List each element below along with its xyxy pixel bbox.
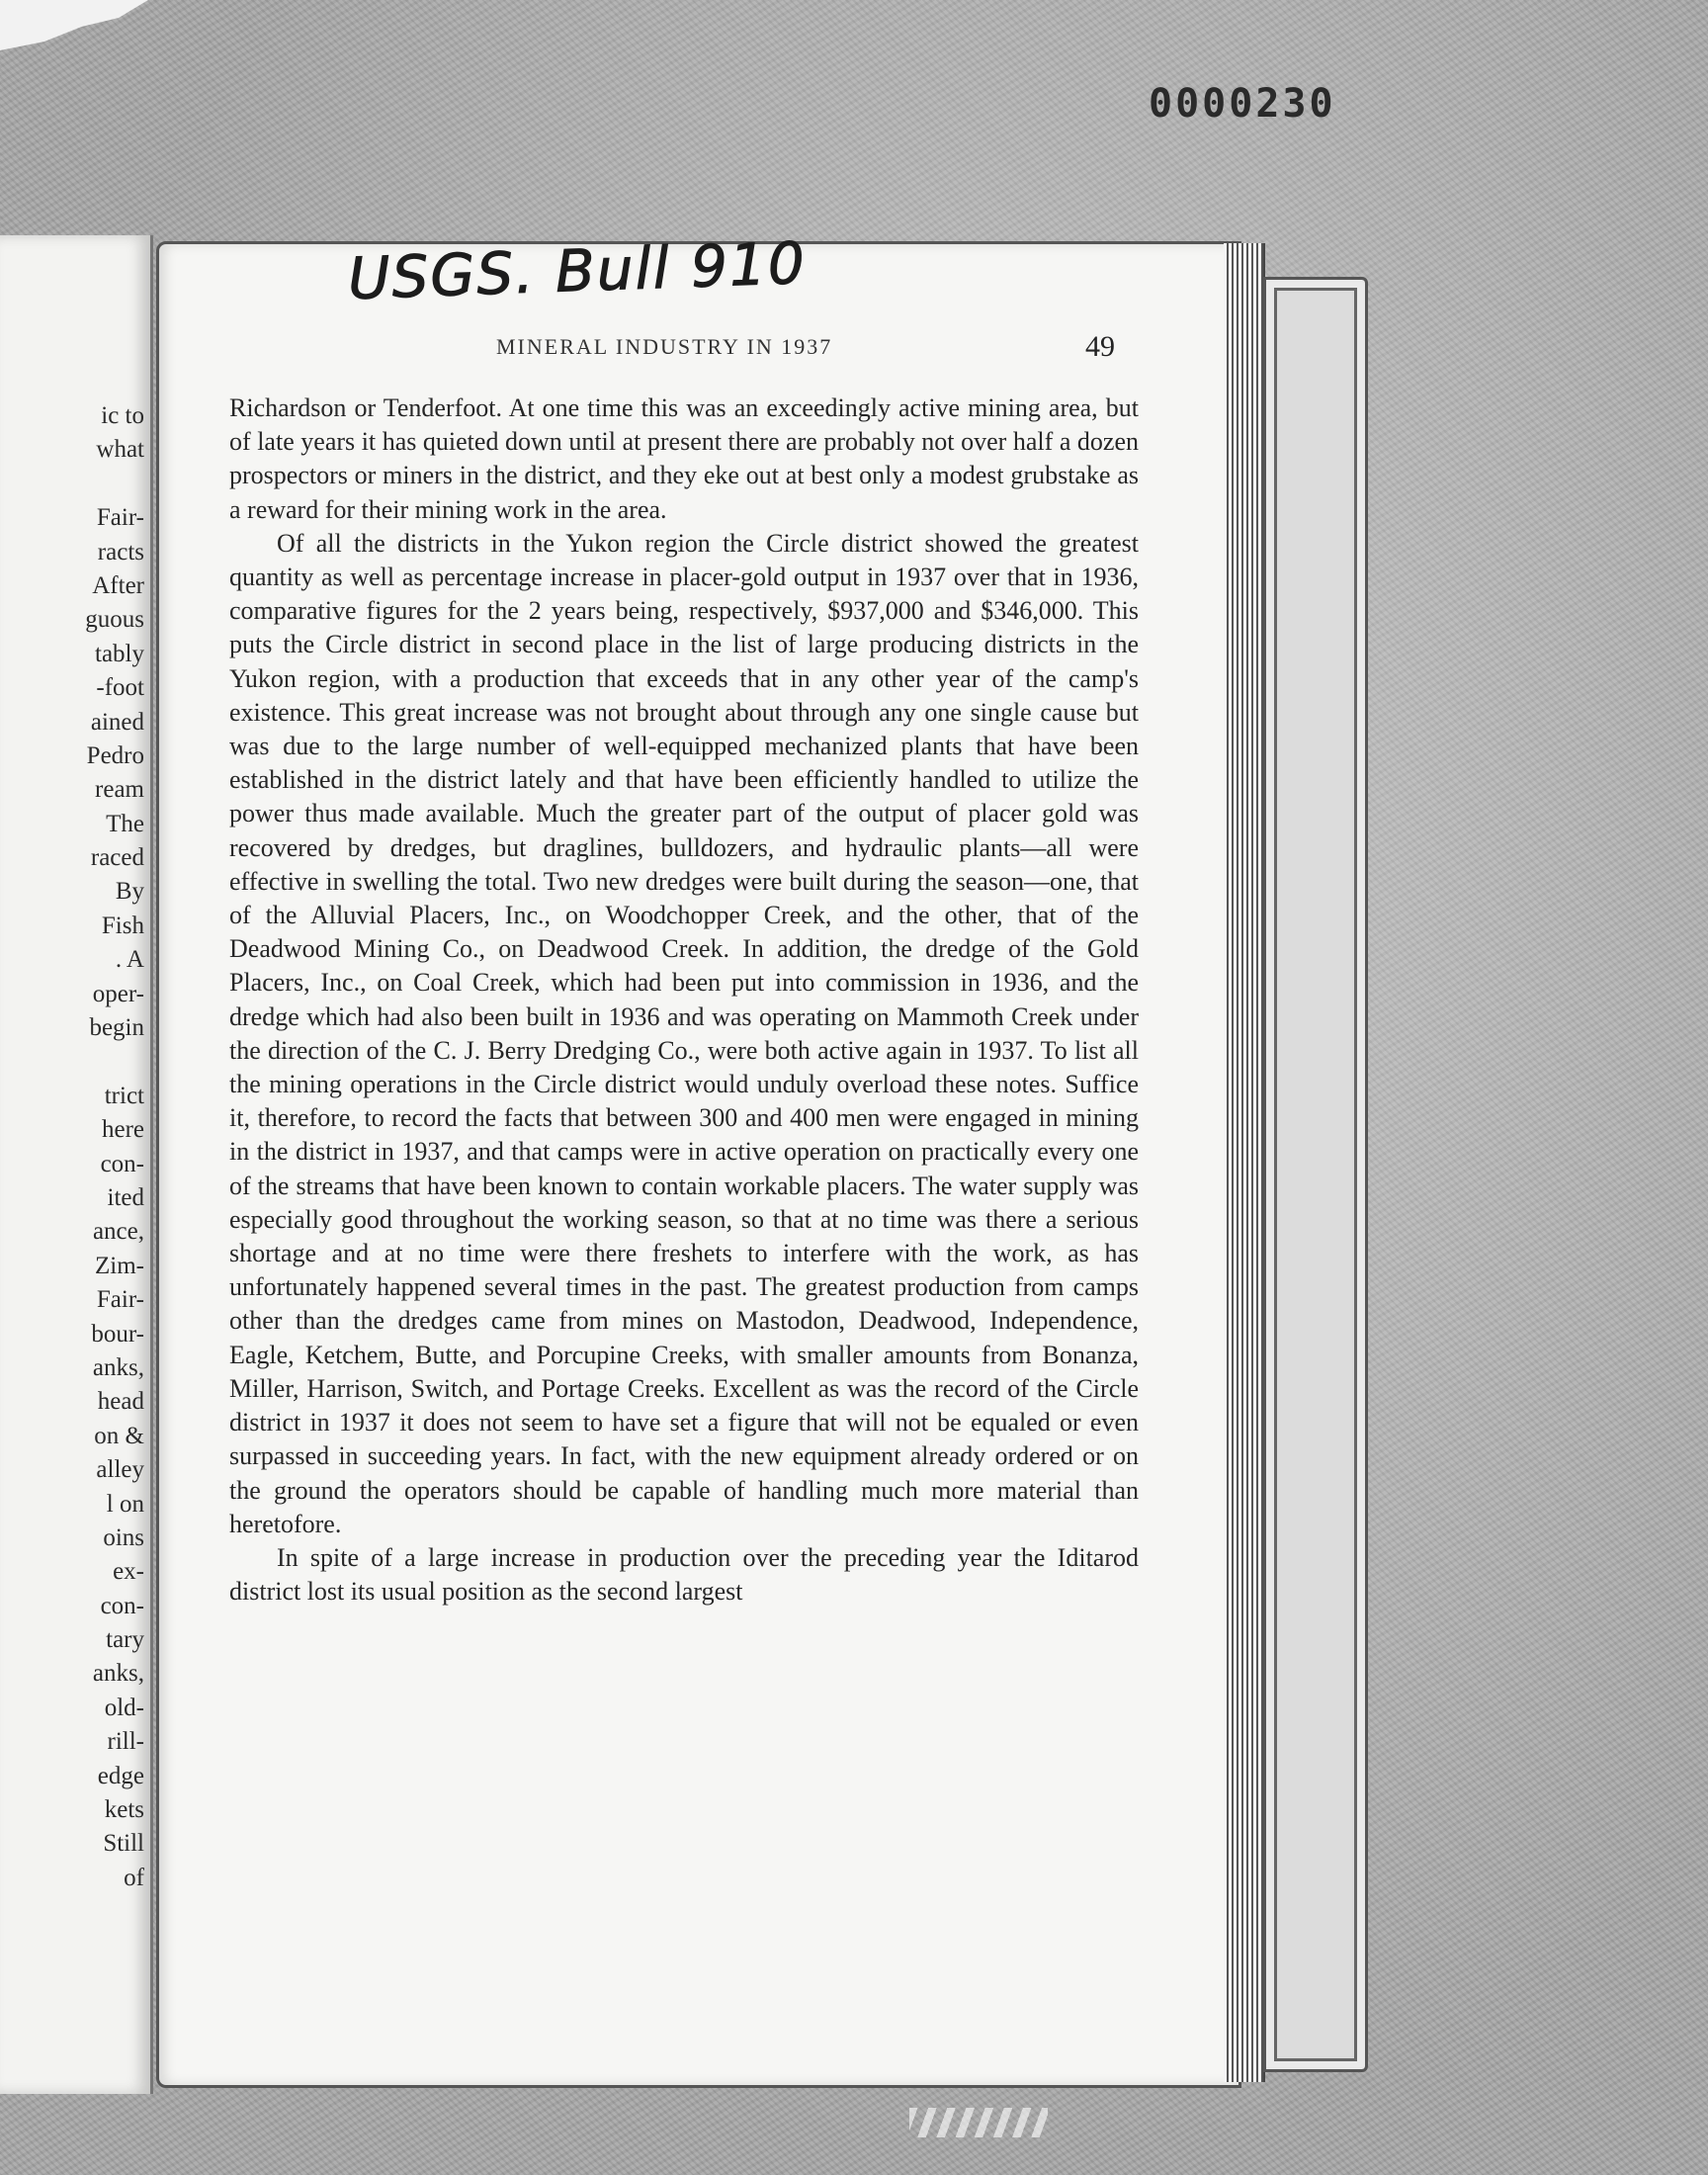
left-page-fragment: bour- bbox=[91, 1320, 144, 1348]
scan-number: 0000230 bbox=[1149, 81, 1336, 127]
left-page-fragment: . A bbox=[115, 946, 144, 974]
left-page-fragment: con- bbox=[100, 1592, 144, 1619]
left-page-fragment: Pedro bbox=[86, 741, 144, 769]
page-number: 49 bbox=[1085, 330, 1115, 363]
left-page-fragment: -foot bbox=[96, 674, 144, 702]
left-page-fragment: ance, bbox=[92, 1218, 144, 1246]
left-page-fragment: con- bbox=[100, 1150, 144, 1177]
left-page-fragment: ained bbox=[90, 708, 144, 736]
left-page-fragment: l on bbox=[106, 1490, 144, 1518]
running-head: MINERAL INDUSTRY IN 1937 bbox=[496, 334, 833, 359]
left-page-fragment: ream bbox=[95, 776, 144, 804]
left-page-fragment: what bbox=[96, 436, 144, 464]
page-block-edges bbox=[1224, 243, 1265, 2082]
left-page-fragment: By bbox=[115, 878, 144, 906]
left-page-fragment: tably bbox=[95, 640, 144, 667]
paragraph: Richardson or Tenderfoot. At one time this was an exceedingly active mining area, but of late years it has quieted down until at present there are probably not over half a dozen prospectors or miners in the district, and they eke out at best only a modest grubstake as a reward for their mining work in the area. bbox=[229, 393, 1139, 524]
left-page-fragment: on & bbox=[94, 1422, 144, 1449]
left-page-fragment: Zim- bbox=[95, 1252, 144, 1279]
left-page-fragment: anks, bbox=[92, 1353, 144, 1381]
left-page-text-fragments bbox=[0, 399, 144, 1895]
left-page-fragment: oins bbox=[103, 1523, 144, 1551]
left-page-fragment: edge bbox=[97, 1762, 144, 1789]
left-page-fragment: of bbox=[124, 1864, 144, 1891]
left-facing-page bbox=[0, 235, 153, 2094]
paragraph: In spite of a large increase in production over the preceding year the Iditarod district lost its usual position as the second largest bbox=[229, 1542, 1139, 1607]
handwritten-annotation: USGS. Bull 910 bbox=[346, 228, 808, 313]
left-page-fragment: racts bbox=[97, 538, 144, 566]
left-page-fragment: ited bbox=[107, 1183, 144, 1211]
book-cover-edge bbox=[1263, 277, 1368, 2072]
left-page-fragment: alley bbox=[96, 1456, 144, 1484]
left-page-fragment: Fair- bbox=[96, 1286, 144, 1314]
left-page-fragment: Fish bbox=[101, 912, 144, 939]
left-page-fragment: guous bbox=[85, 606, 144, 634]
left-page-fragment: After bbox=[92, 571, 144, 599]
left-page-fragment: begin bbox=[89, 1014, 144, 1042]
left-page-fragment: ex- bbox=[113, 1558, 144, 1586]
left-page-fragment: Fair- bbox=[96, 504, 144, 532]
paragraph: Of all the districts in the Yukon region the Circle district showed the greatest quantity as well as percentage increase in placer-gold output in 1937 over that in 1936, comparative figures for the 2 years being, respectively, $937,000 and $346,000. This puts the Circle district in second place in the list of large producing districts in the Yukon region, with a production that exceeds that in any other year of the camp's existence. This great increase was not brought about through any one single cause but was due to the large number of well-equipped mechanized plants that have been established in the district lately and that have been efficiently handled to utilize the power thus made available. Much the greater part of the output of placer gold was recovered by dredges, but draglines, bulldozers, and hydraulic plants—all were effective in swelling the total. Two new dredges were built during the season—one, that of the Alluvial Placers, Inc., on Woodchopper Creek, and the other, that of the Deadwood Mining Co., on Deadwood Creek. In addition, the dredge of the Gold Placers, Inc., on Coal Creek, which had been put into commission in 1936, and the dredge which had also been built in 1936 and was operating on Mammoth Creek under the direction of the C. J. Berry Dredging Co., were both active again in 1937. To list all the mining operations in the Circle district would unduly overload these notes. Suffice it, therefore, to record the facts that between 300 and 400 men were engaged in mining in the district in 1937, and that camps were in active operation on practically every one of the streams that have been known to contain workable placers. The water supply was especially good throughout the working season, so that at no time was there a serious shortage and at no time were there freshets to interfere with the work, as has unfortunately happened several times in the past. The greatest production from camps other than the dredges came from mines on Mastodon, Deadwood, Independence, Eagle, Ketchem, Butte, and Porcupine Creeks, with smaller amounts from Bonanza, Miller, Harrison, Switch, and Portage Creeks. Excellent as was the record of the Circle district in 1937 it does not seem to have set a figure that will not be equaled or even surpassed in succeeding years. In fact, with the new equipment already ordered or on the ground the operators should be capable of handling much more material than heretofore. bbox=[229, 528, 1139, 1538]
left-page-fragment: ic to bbox=[101, 402, 144, 429]
left-page-fragment: The bbox=[106, 810, 144, 837]
left-page-fragment: kets bbox=[104, 1796, 144, 1824]
left-page-fragment: oper- bbox=[92, 980, 144, 1007]
left-page-fragment bbox=[0, 1045, 144, 1079]
left-page-fragment: old- bbox=[104, 1694, 144, 1721]
left-page-fragment: anks, bbox=[92, 1660, 144, 1688]
left-page-fragment: head bbox=[97, 1388, 144, 1416]
left-page-fragment: Still bbox=[103, 1830, 144, 1858]
left-page-fragment: raced bbox=[90, 844, 144, 872]
left-page-fragment: trict bbox=[104, 1082, 144, 1109]
body-text bbox=[229, 392, 1139, 1609]
left-page-fragment bbox=[0, 468, 144, 501]
left-page-fragment: tary bbox=[106, 1626, 144, 1654]
page-scuff-mark bbox=[909, 2108, 1048, 2137]
left-page-fragment: here bbox=[101, 1116, 144, 1144]
left-page-fragment: rill- bbox=[107, 1728, 144, 1756]
